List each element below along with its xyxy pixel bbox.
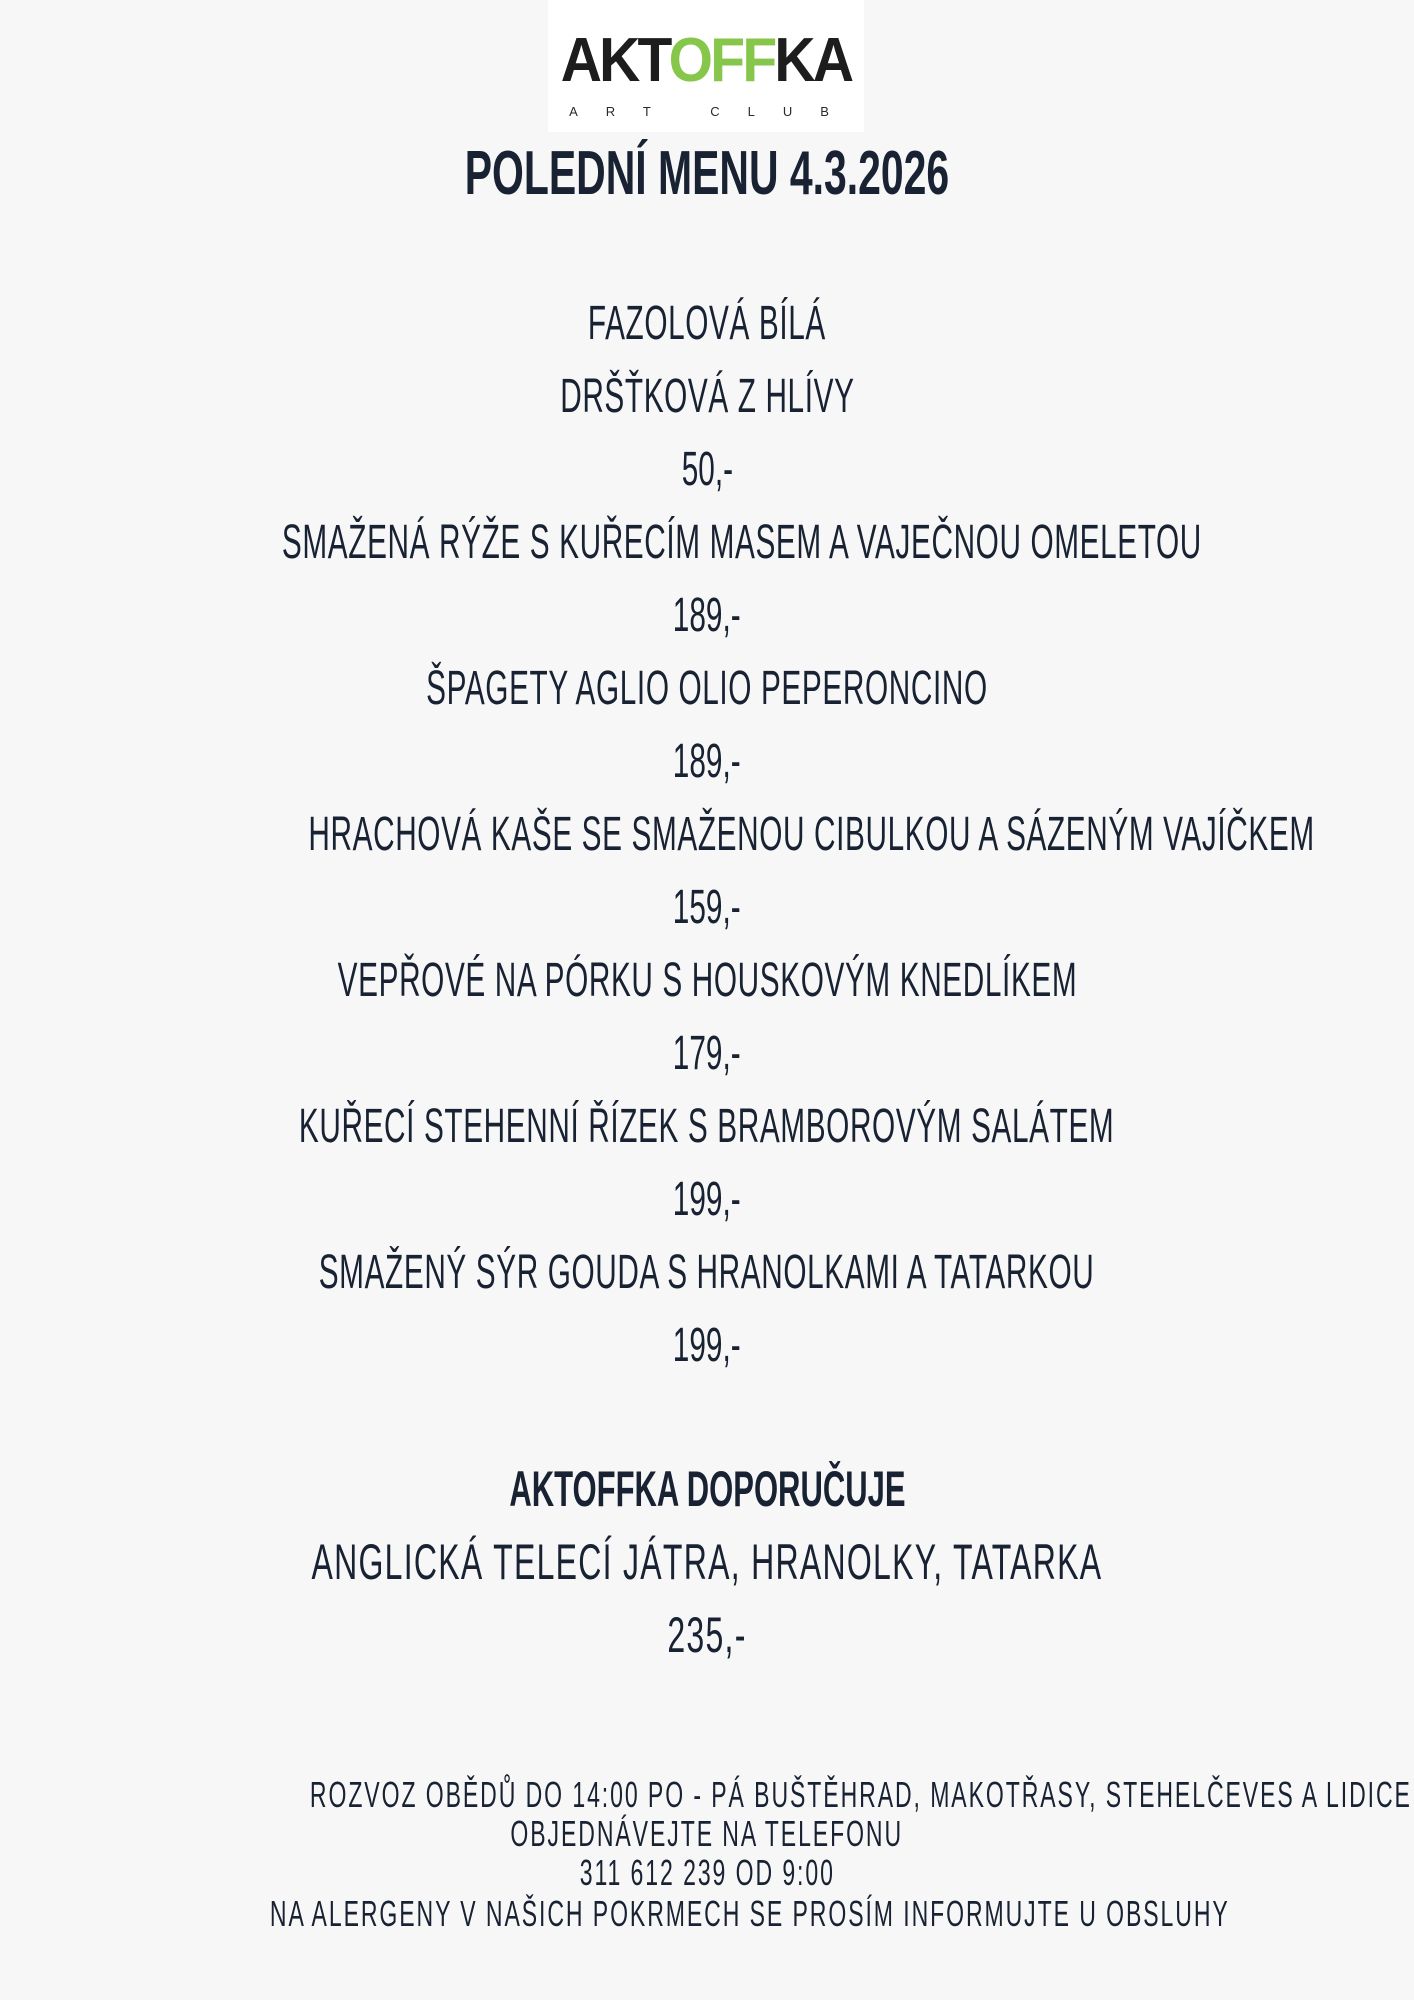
logo-wordmark	[561, 26, 852, 96]
dish-price: 189,-	[673, 735, 741, 788]
dish-name: SMAŽENÝ SÝR GOUDA S HRANOLKAMI A TATARKOU	[319, 1246, 1095, 1299]
logo-part-akt: AKT	[560, 26, 669, 95]
dish-price: 199,-	[673, 1173, 741, 1226]
footer-allergens: NA ALERGENY V NAŠICH POKRMECH SE PROSÍM INFORMUJTE U OBSLUHY	[269, 1893, 1230, 1934]
aktoffka-logo	[548, 0, 864, 132]
soup-price: 50,-	[681, 443, 733, 496]
dish-name: ŠPAGETY AGLIO OLIO PEPERONCINO	[426, 662, 988, 715]
dish-name: KUŘECÍ STEHENNÍ ŘÍZEK S BRAMBOROVÝM SALÁTEM	[299, 1100, 1115, 1153]
recommendation-price: 235,-	[667, 1607, 747, 1663]
footer-phone: 311 612 239 OD 9:00	[579, 1852, 835, 1893]
soup-item: FAZOLOVÁ BÍLÁ	[588, 297, 826, 350]
dish-name: SMAŽENÁ RÝŽE S KUŘECÍM MASEM A VAJEČNOU OMELETOU	[281, 516, 1202, 569]
footer-order: OBJEDNÁVEJTE NA TELEFONU	[510, 1813, 904, 1854]
soup-item: DRŠŤKOVÁ Z HLÍVY	[559, 370, 855, 423]
footer-delivery: ROZVOZ OBĚDŮ DO 14:00 PO - PÁ BUŠTĚHRAD, MAKOTŘASY, STEHELČEVES A LIDICE	[309, 1774, 1412, 1815]
menu-title: POLEDNÍ MENU 4.3.2026	[464, 139, 950, 208]
dish-price: 179,-	[673, 1027, 741, 1080]
dish-price: 199,-	[673, 1319, 741, 1372]
recommendation-item: ANGLICKÁ TELECÍ JÁTRA, HRANOLKY, TATARKA	[311, 1534, 1103, 1590]
dish-name: VEPŘOVÉ NA PÓRKU S HOUSKOVÝM KNEDLÍKEM	[337, 954, 1077, 1007]
logo-part-off: OFF	[668, 26, 775, 95]
dish-price: 159,-	[673, 881, 741, 934]
dish-name: HRACHOVÁ KAŠE SE SMAŽENOU CIBULKOU A SÁZENÝM VAJÍČKEM	[308, 808, 1315, 861]
logo-part-ka: KA	[774, 26, 852, 95]
dish-price: 189,-	[673, 589, 741, 642]
logo-subtitle: ART CLUB	[569, 104, 857, 119]
recommendation-heading: AKTOFFKA DOPORUČUJE	[508, 1461, 906, 1517]
